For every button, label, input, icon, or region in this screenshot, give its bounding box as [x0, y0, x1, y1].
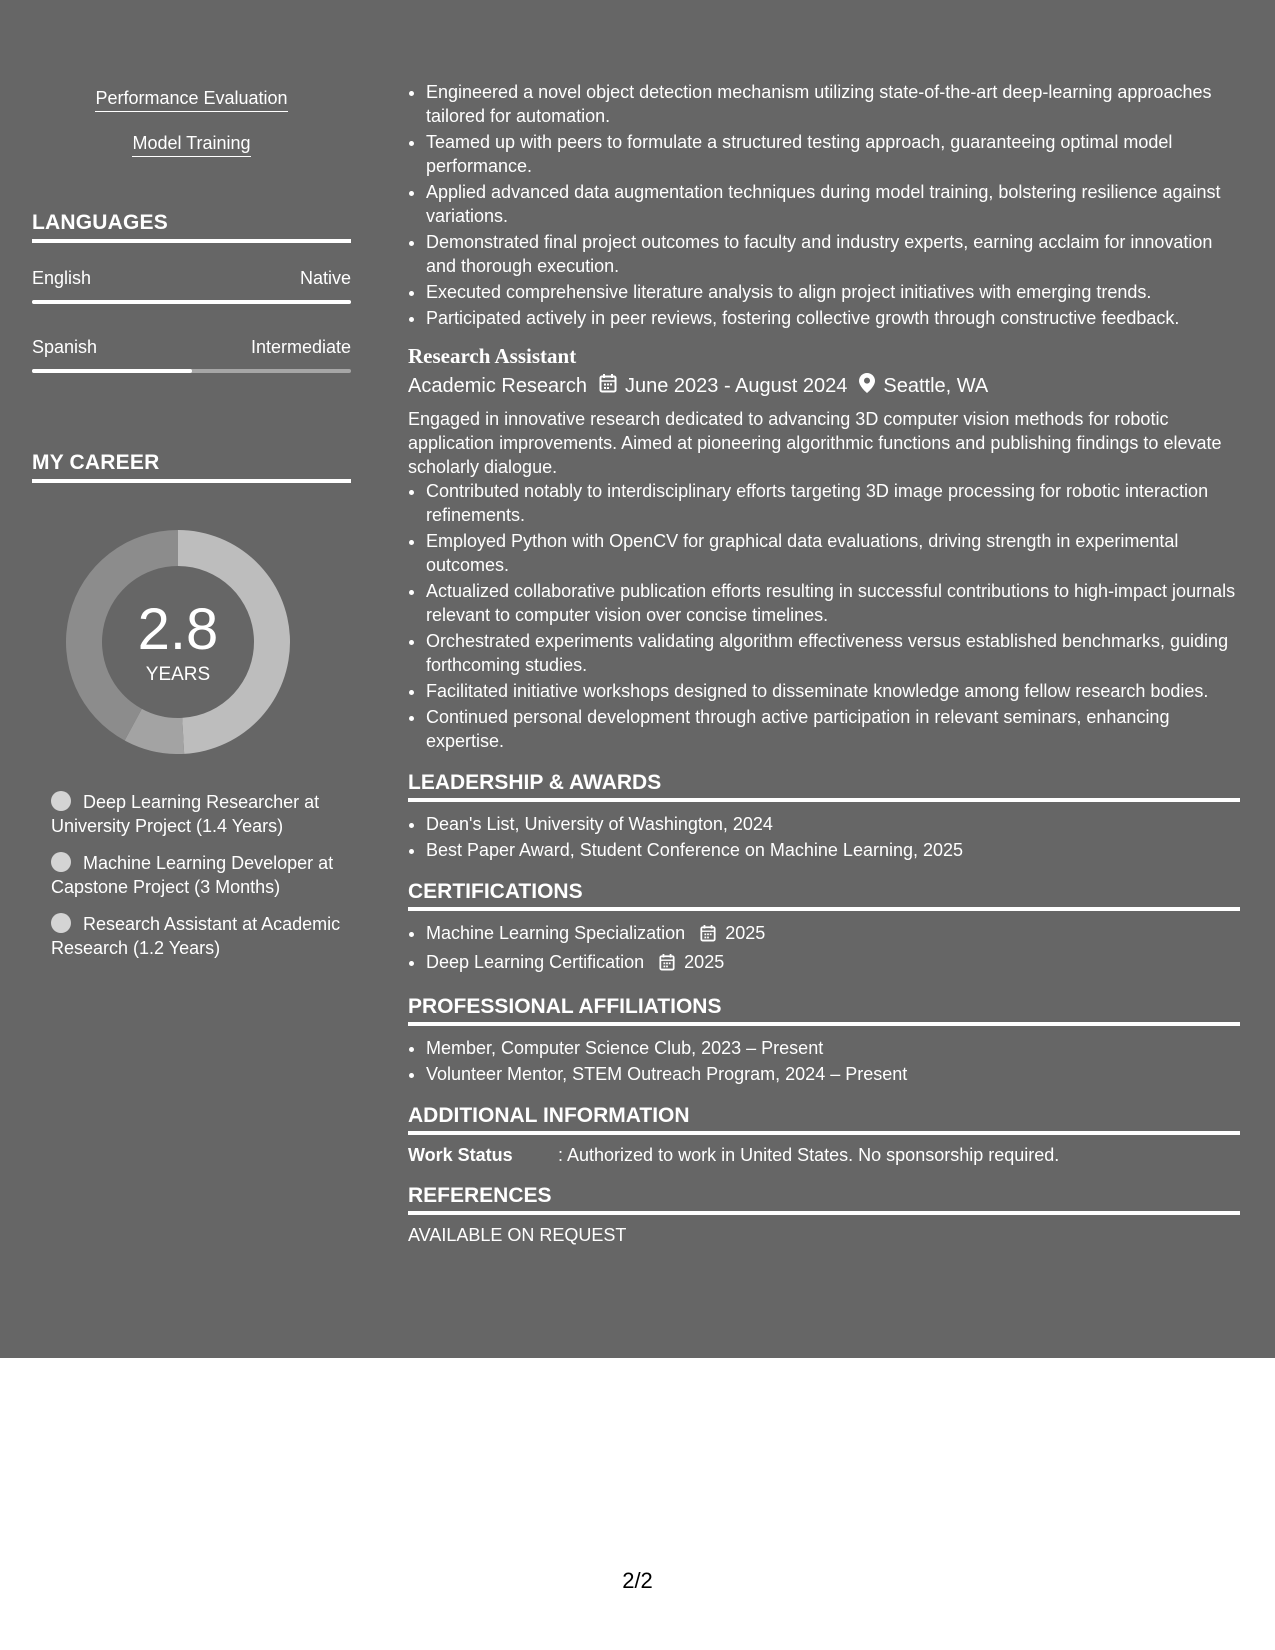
- job-meta: [408, 373, 1240, 399]
- work-status-label: Work Status: [408, 1145, 513, 1165]
- skill-item: Performance Evaluation: [32, 88, 351, 109]
- affiliations-heading: PROFESSIONAL AFFILIATIONS: [408, 995, 1240, 1026]
- references-text: AVAILABLE ON REQUEST: [408, 1225, 627, 1245]
- calendar-icon: [700, 924, 716, 948]
- additional-info-heading: ADDITIONAL INFORMATION: [408, 1104, 1240, 1135]
- affiliation-item: • Member, Computer Science Club, 2023 – Present: [426, 1036, 1240, 1060]
- calendar-icon: [659, 953, 675, 977]
- certification-item: [426, 921, 1240, 948]
- language-proficiency-bar: [32, 300, 351, 304]
- bullet-item: • Teamed up with peers to formulate a structured testing approach, guaranteeing optimal model performance.: [426, 130, 1240, 178]
- language-proficiency-fill: [32, 369, 192, 373]
- language-row: [32, 337, 351, 358]
- page-number: 2/2: [622, 1568, 653, 1593]
- bullet-item: • Facilitated initiative workshops designed to disseminate knowledge among fellow research bodies.: [426, 679, 1240, 703]
- work-status-row: [408, 1145, 1240, 1166]
- language-name: English: [32, 268, 92, 288]
- language-proficiency-bar: [32, 369, 351, 373]
- award-item: • Dean's List, University of Washington, 2024: [426, 812, 1240, 836]
- language-row: [32, 268, 351, 289]
- language-level: Intermediate: [250, 337, 351, 357]
- bullet-item: • Employed Python with OpenCV for graphical data evaluations, driving strength in experimental outcomes.: [426, 529, 1240, 577]
- bullet-item: • Executed comprehensive literature analysis to align project initiatives with emerging trends.: [426, 280, 1240, 304]
- career-legend-item: Research Assistant at Academic Research (1.2 Years): [51, 914, 341, 958]
- certification-year: 2025: [725, 923, 766, 943]
- career-total-years: 2.8: [137, 597, 219, 662]
- certifications-list: [408, 921, 1240, 977]
- job-organization: Academic Research: [408, 374, 587, 397]
- affiliation-item: • Volunteer Mentor, STEM Outreach Program, 2024 – Present: [426, 1062, 1240, 1086]
- language-proficiency-fill: [32, 300, 351, 304]
- previous-job-bullets: [408, 80, 1240, 330]
- bullet-item: • Engineered a novel object detection mechanism utilizing state-of-the-art deep-learning approaches tailored for automation.: [426, 80, 1240, 128]
- certification-name: Machine Learning Specialization: [426, 923, 686, 943]
- certification-year: 2025: [684, 952, 725, 972]
- career-total-unit: YEARS: [145, 664, 211, 685]
- career-heading: MY CAREER: [32, 451, 351, 483]
- circle-bullet-icon: [51, 913, 71, 933]
- certification-name: Deep Learning Certification: [426, 952, 645, 972]
- bullet-item: • Participated actively in peer reviews, fostering collective growth through constructive feedback.: [426, 306, 1240, 330]
- bullet-item: • Applied advanced data augmentation techniques during model training, bolstering resilience against variations.: [426, 180, 1240, 228]
- map-pin-icon: [859, 373, 875, 399]
- job-bullets: [408, 479, 1240, 753]
- affiliations-list: [408, 1036, 1240, 1086]
- career-legend-item: Machine Learning Developer at Capstone Project (3 Months): [51, 853, 334, 897]
- bullet-item: • Continued personal development through active participation in relevant seminars, enhancing expertise.: [426, 705, 1240, 753]
- language-level: Native: [299, 268, 351, 288]
- career-legend: [51, 790, 351, 973]
- bullet-item: • Contributed notably to interdisciplinary efforts targeting 3D image processing for robotic interaction refinements.: [426, 479, 1240, 527]
- bullet-item: • Demonstrated final project outcomes to faculty and industry experts, earning acclaim for innovation and thorough execution.: [426, 230, 1240, 278]
- language-name: Spanish: [32, 337, 98, 357]
- circle-bullet-icon: [51, 852, 71, 872]
- circle-bullet-icon: [51, 791, 71, 811]
- certification-item: [426, 950, 1240, 977]
- job-description: Engaged in innovative research dedicated to advancing 3D computer vision methods for robotic application improvements. Aimed at pioneering algorithmic functions and publishing findings to elevate scholarly dialogue.: [408, 409, 1222, 477]
- award-item: • Best Paper Award, Student Conference on Machine Learning, 2025: [426, 838, 1240, 862]
- languages-heading: LANGUAGES: [32, 211, 351, 243]
- job-location: Seattle, WA: [883, 374, 989, 397]
- certifications-heading: CERTIFICATIONS: [408, 880, 1240, 911]
- job-title: Research Assistant: [408, 344, 577, 368]
- skill-item: Model Training: [32, 133, 351, 154]
- bullet-item: • Orchestrated experiments validating algorithm effectiveness versus established benchmarks, guiding forthcoming studies.: [426, 629, 1240, 677]
- career-legend-item: Deep Learning Researcher at University Project (1.4 Years): [51, 792, 320, 836]
- job-dates: June 2023 - August 2024: [624, 374, 848, 397]
- calendar-icon: [599, 373, 617, 399]
- bullet-item: • Actualized collaborative publication efforts resulting in successful contributions to high-impact journals relevant to computer vision over concise timelines.: [426, 579, 1240, 627]
- work-status-value: : Authorized to work in United States. No sponsorship required.: [558, 1145, 1060, 1165]
- leadership-heading: LEADERSHIP & AWARDS: [408, 771, 1240, 802]
- leadership-list: [408, 812, 1240, 862]
- references-heading: REFERENCES: [408, 1184, 1240, 1215]
- right-column: [408, 80, 1240, 1246]
